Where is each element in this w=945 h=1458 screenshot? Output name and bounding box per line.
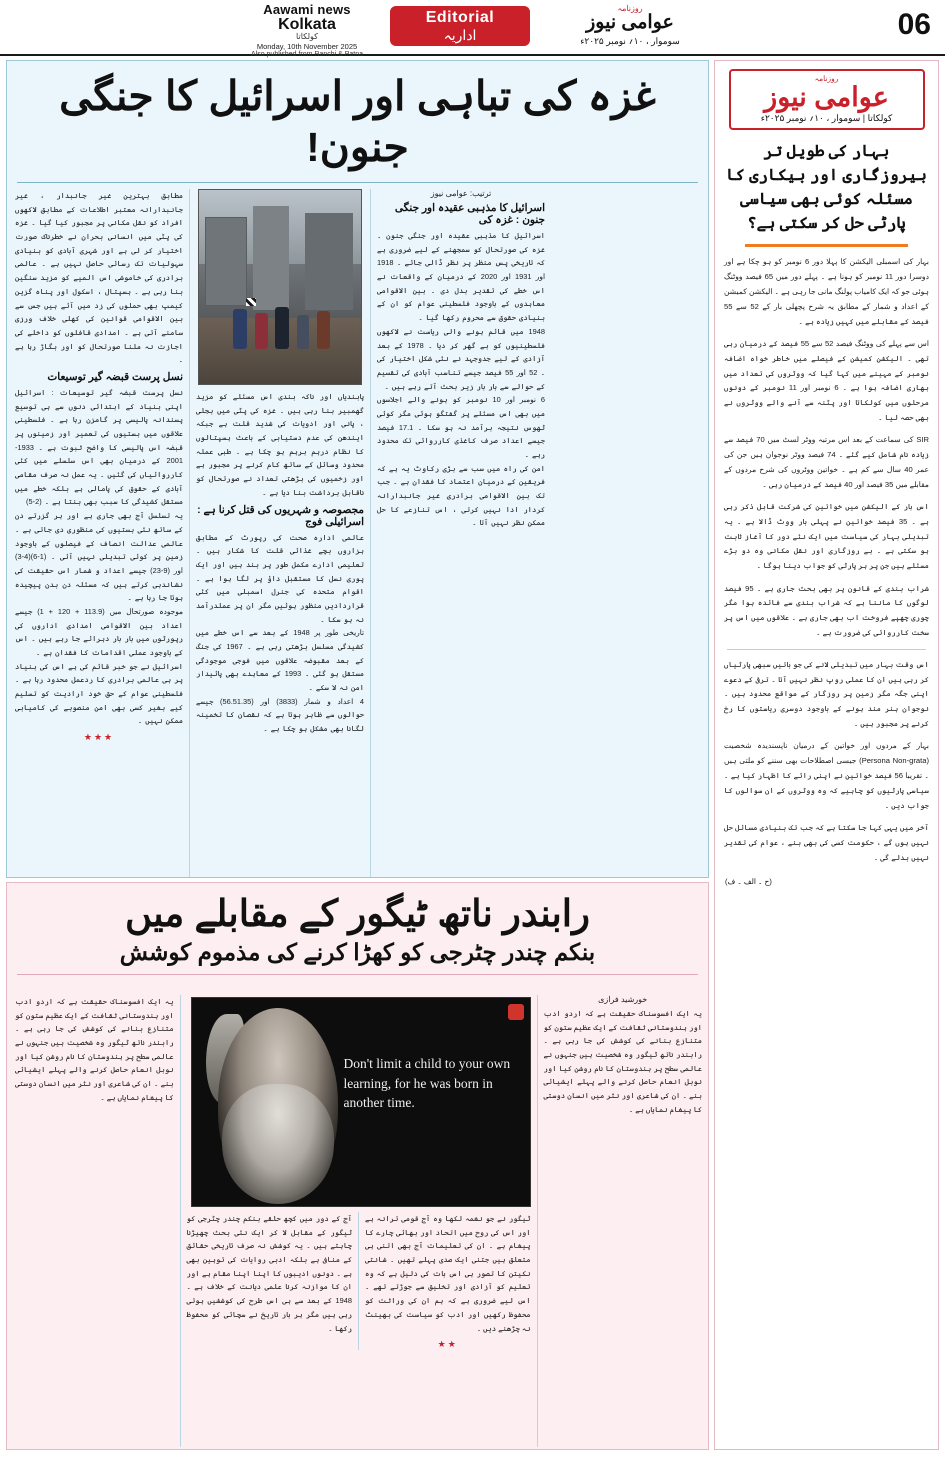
column-separator <box>189 189 190 877</box>
lead-column-middle <box>196 189 364 877</box>
photo-watermark-icon <box>508 1004 524 1020</box>
right-signature: (ح ۔ الف ۔ ف) <box>725 876 772 886</box>
lead-column-right <box>15 189 183 877</box>
lead-para: عالمی ادارہ صحت کی رپورٹ کے مطابق ہزاروں بچے غذائی قلت کا شکار ہیں ۔ تعلیمی ادارے مکمل طور پر بند ہیں اور ایک پوری نسل کا مستقبل داؤ پر لگا ہوا ہے ۔ اقوام متحدہ کی جنرل اسمبلی میں کئی قراردادیں منظور ہوئیں مگر ان پر عملدرآمد نہ ہو سکا ۔ <box>196 532 364 624</box>
lead-para: پابندیاں اور ناکہ بندی اس مسئلے کو مزید گھمبیر بنا رہی ہیں ۔ غزہ کی پٹی میں بجلی ، پانی اور ادویات کی شدید قلت ہے جبکہ ایندھن کی عدم دستیابی کے باعث ہسپتالوں کا نظام درہم برہم ہو چکا ہے ۔ طبی عملہ محدود وسائل کے ساتھ کام کرنے پر مجبور ہے اور زخمیوں کی بڑھتی تعداد نے صورتحال کو ناقابل برداشت بنا دیا ہے ۔ <box>196 392 364 497</box>
lead-columns <box>7 189 710 877</box>
lead-para: اسرائیل کا مذہبی عقیدہ اور جنگی جنون ۔ غزہ کی صورتحال کو سمجھنے کے لیے ضروری ہے کہ تاریخی پس منظر پر نظر ڈالی جائے ۔ 1918 اور 1931 اور 2020 کے درمیان کے واقعات نے اس خطے کی تقدیر بدل دی ۔ بین الاقوامی معاہدوں کے باوجود فلسطینی عوام کو ان کے بنیادی حقوق سے محروم رکھا گیا ۔ <box>377 231 545 323</box>
lead-para: موجودہ صورتحال میں (113.9 + 120 + 1) جیسے اعداد بین الاقوامی امدادی اداروں کی رپورٹوں میں بار بار دہرائے جا رہے ہیں ۔ اس کے باوجود عملی اقدامات کا فقدان ہے ۔ <box>15 606 183 657</box>
right-logo <box>729 69 925 130</box>
right-para: آخر میں یہی کہا جا سکتا ہے کہ جب تک بنیادی مسائل حل نہیں ہوں گے ، حکومت کسی کی بھی بنے ، عوام کی تقدیر نہیں بدلے گی ۔ <box>724 823 929 862</box>
lead-para: 1948 میں قائم ہونے والی ریاست نے لاکھوں فلسطینیوں کو بے گھر کر دیا ۔ 1978 کے بعد آزادی کے لیے جدوجہد نے نئی شکل اختیار کی ۔ 52 اور 55 فیصد جیسے تناسب آبادی کی تقسیم کے حوالے سے بار بار زیر بحث آتے رہے ہیں ۔ <box>377 326 545 391</box>
lead-subhead-3: مجصوصہ و شہریوں کی قتل کرنا ہے : اسرائیلی فوج <box>197 503 364 528</box>
right-body-2 <box>715 658 938 866</box>
tagore-column-middle <box>187 995 531 1447</box>
tagore-end-stars: ★★ <box>437 1339 458 1350</box>
editorial-label-ur: اداریہ <box>443 27 477 43</box>
tagore-column-right <box>15 995 174 1447</box>
tagore-divider <box>17 974 698 975</box>
right-logo-kicker: روزنامہ <box>814 74 839 83</box>
tagore-photo-quote: Don't limit a child to your own learning, for he was born in another time. <box>343 1056 511 1111</box>
column-separator <box>180 995 181 1447</box>
right-para: SIR کی سماعت کے بعد اس مرتبہ ووٹر لسٹ میں 70 فیصد سے زیادہ نام شامل کیے گئے ۔ 74 فیصد ووٹر نوجوان ہیں جن کی عمر 40 سال سے کم ہے ۔ خواتین ووٹروں کی شرح مردوں کے مقابلے میں 35 فیصد اور 40 فیصد کے درمیان رہی ۔ <box>724 435 929 489</box>
brand-kicker-ur: روزنامہ <box>617 4 643 13</box>
right-para: بہار کے مردوں اور خواتین کے درمیان ناپسندیدہ شخصیت (Persona Non-grata) جیسی اصطلاحات بھی سننے کو ملتی ہیں ۔ تقریبا 56 فیصد خواتین نے اپنی رائے کا اظہار کیا ہے ۔ سیاسی پارٹیوں کو چاہیے کہ وہ ووٹروں کے ان سوالوں کا جواب دیں ۔ <box>724 741 929 810</box>
tagore-columns <box>7 995 710 1447</box>
tagore-byline: خورشید فرازی <box>598 995 648 1004</box>
also-published-note: Also published from Ranchi & Patna <box>250 50 364 58</box>
lead-para: اسرائیل نے جو خبر قائم کی ہے اس کی بنیاد پر ہی عالمی برادری کا ردعمل محدود رہا ہے ۔ فلسطینی عوام کے حق خود ارادیت کو تسلیم کیے بغیر کسی بھی امن منصوبے کی کامیابی ممکن نہیں ۔ <box>15 661 183 726</box>
lead-divider <box>17 182 698 183</box>
right-body <box>715 255 938 641</box>
right-logo-subline: کولکاتا | سوموار ، ۱۰؍ نومبر ۲۰۲۵ء <box>760 113 893 124</box>
page-number: 06 <box>897 8 931 41</box>
tagore-para: یہ ایک افسوسناک حقیقت ہے کہ اردو ادب اور ہندوستانی ثقافت کے ایک عظیم ستون کو متنازع بنانے کی کوشش کی جا رہی ہے ۔ رابندر ناتھ ٹیگور وہ شخصیت ہیں جنہوں نے عالمی سطح پر ہندوستان کا نام روشن کیا اور نوبل انعام حاصل کرنے والے پہلے ایشیائی بنے ۔ ان کی شاعری اور نثر میں انسان دوستی کا پیغام نمایاں ہے ۔ <box>15 997 174 1102</box>
column-separator <box>537 995 538 1447</box>
lead-para: 4 اعداد و شمار (3833) اور (56.51.35) جیسے حوالوں سے ظاہر ہوتا ہے کہ نقصان کا تخمینہ لگانا بھی مشکل ہو چکا ہے ۔ <box>196 696 364 734</box>
issue-date-en: Monday, 10th November 2025 <box>256 41 358 51</box>
lead-column-left <box>377 189 545 877</box>
tagore-portrait-photo <box>191 997 531 1207</box>
lead-subhead-1: اسرائیل کا مذہبی عقیدہ اور جنگی جنون : غزہ کی <box>394 202 545 226</box>
right-logo-brand: عوامی نیوز <box>764 82 889 112</box>
lead-para: نسل پرست قبضہ گیر توسیعات : اسرائیل اپنی بنیاد کے ابتدائی دنوں سے ہی توسیع پسندانہ پالیسی پر گامزن رہا ہے ۔ فلسطینی علاقوں میں بستیوں کی تعمیر اور زمینوں پر قبضہ اس پالیسی کا واضح ثبوت ہے ۔ 1933-2001 کے درمیان بھی اس سلسلے میں کئی کارروائیاں کی گئیں ۔ یہ عمل نہ صرف مقامی آبادی کے حقوق کی پامالی ہے بلکہ خطے میں مستقل کشیدگی کا سبب بھی بنتا ہے ۔ (2-5) <box>15 387 183 507</box>
tagore-column-left <box>543 995 702 1447</box>
lead-para: تاریخی طور پر 1948 کے بعد سے اس خطے میں کشیدگی مسلسل بڑھتی رہی ہے ۔ 1967 کی جنگ کے بعد مقبوضہ علاقوں میں فوجی موجودگی مستقل ہو گئی ۔ 1993 کے معاہدے بھی پائیدار امن نہ لا سکے ۔ <box>196 628 364 693</box>
column-separator <box>358 1212 359 1350</box>
lead-para: 6 نومبر اور 10 نومبر کو ہونے والے اجلاسوں میں بھی اس مسئلے پر گفتگو ہوئی مگر کوئی ٹھوس نتیجہ برآمد نہ ہو سکا ۔ 17.1 فیصد جیسے اعداد صرف کاغذی کارروائی تک محدود رہے ۔ <box>377 395 545 459</box>
masthead-left <box>232 3 382 58</box>
brand-name-en: Aawami news <box>263 2 351 17</box>
tagore-para: آج کے دور میں کچھ حلقے بنکم چندر چٹرجی کو ٹیگور کے مقابل لا کر ایک نئی بحث چھیڑنا چاہتے ہیں ۔ یہ کوشش نہ صرف تاریخی حقائق کے منافی ہے بلکہ ادبی روایات کی توہین بھی ہے ۔ دونوں ادیبوں کا اپنا اپنا مقام ہے اور ان کا موازنہ کرنا علمی دیانت کے خلاف ہے ۔ 1948 کے بعد سے ہی اس طرح کی کوششیں ہوتی رہی ہیں مگر ہر بار تاریخ نے سچائی کو محفوظ رکھا ۔ <box>186 1214 352 1333</box>
right-para: بہار کی اسمبلی الیکشن کا پہلا دور 6 نومبر کو ہو چکا ہے اور دوسرا دور 11 نومبر کو ہونا ہے ۔ پہلے دور میں 65 فیصد ووٹنگ ہوئی جو کہ ایک کامیاب پولنگ مانی جا رہی ہے ۔ الیکشن کمیشن کے اعداد و شمار کے مطابق یہ شرح پچھلی بار کے 52 سے 55 فیصد کے مقابلے میں کہیں زیادہ ہے ۔ <box>724 257 929 326</box>
right-para: اس سے پہلے کی ووٹنگ فیصد 52 سے 55 فیصد کے درمیان رہی تھی ۔ الیکشن کمیشن کے فیصلے میں خاطر خواہ اضافہ نومبر کے مہینے میں کہا گیا کہ ووٹروں کی تعداد میں بھاری اضافہ ہوا ہے ۔ 6 نومبر اور 11 نومبر کے دونوں مرحلوں میں کولکاتا اور پٹنہ سے آنے والے ووٹروں نے بھی حصہ لیا ۔ <box>724 338 930 422</box>
city-name-ur: کولکاتا <box>296 32 318 42</box>
right-para: اس وقت بہار میں تبدیلی لانے کی جو باتیں سبھی پارٹیاں کر رہی ہیں ان کا عملی روپ نظر نہیں آتا ۔ ترقی کے دعوے اپنی جگہ مگر زمین پر روزگار کے مواقع محدود ہیں ۔ نوجوان ہنر مند ہونے کے باوجود دوسری ریاستوں کا رخ کرنے پر مجبور ہیں ۔ <box>724 659 929 729</box>
tagore-article <box>6 882 709 1450</box>
gaza-destruction-photo <box>198 189 362 385</box>
tagore-para: ٹیگور نے جو نغمہ لکھا وہ آج قومی ترانہ ہے اور اس کی روح میں اتحاد اور بھائی چارے کا پیغام ہے ۔ ان کی تعلیمات آج بھی اتنی ہی متعلق ہیں جتنی ایک صدی پہلے تھیں ۔ شانتی نکیتن کا تصور ہی اس بات کی دلیل ہے کہ وہ تعلیم کو آزادی اور تخلیق سے جوڑتے تھے ۔ اس لیے ضروری ہے کہ ہم ان کی وراثت کو محفوظ رکھیں اور ادب کو سیاست کی بھینٹ نہ چڑھنے دیں ۔ <box>364 1214 531 1333</box>
lead-para: امن کی راہ میں سب سے بڑی رکاوٹ یہ ہے کہ فریقین کے درمیان اعتماد کا فقدان ہے ۔ جب تک بین الاقوامی برادری غیر جانبدارانہ کردار ادا نہیں کرتی ، اس تنازعے کا حل ممکن نظر نہیں آتا ۔ <box>377 463 545 528</box>
right-editorial-column <box>714 60 939 1450</box>
lead-subhead-2: نسل پرست قبضہ گیر توسیعات <box>47 370 183 383</box>
right-para: شراب بندی کے قانون پر بھی بحث جاری ہے ۔ 95 فیصد لوگوں کا ماننا ہے کہ شراب بندی سے فائدہ ہوا مگر چوری چھپے فروخت اب بھی جاری ہے ۔ علاقوں میں اس پر سخت کارروائی کی ضرورت ہے ۔ <box>724 583 929 638</box>
right-para: اس بار کے الیکشن میں خواتین کی شرکت قابل ذکر رہی ہے ۔ 35 فیصد خواتین نے پہلی بار ووٹ ڈالا ہے ۔ یہ تبدیلی بہار کی سیاست میں ایک نئے دور کا آغاز ثابت ہو سکتی ہے ۔ بے روزگاری اور نقل مکانی وہ دو بڑے مسئلے ہیں جن پر ہر پارٹی کو جواب دینا ہوگا ۔ <box>724 502 929 571</box>
tagore-subheadline: بنکم چندر چٹرجی کو کھڑا کرنے کی مذموم کوشش <box>119 939 596 966</box>
right-divider <box>727 649 926 650</box>
right-headline: بہار کی طویل تر بیروزگاری اور بیکاری کا مسئلہ کوئی بھی سیاسی پارٹی حل کر سکتی ہے؟ <box>726 143 927 233</box>
lead-headline: غزہ کی تباہی اور اسرائیل کا جنگی جنون! <box>59 73 656 171</box>
lead-end-stars: ★★★ <box>83 732 115 743</box>
tagore-headline: رابندر ناتھ ٹیگور کے مقابلے میں <box>125 893 590 934</box>
issue-date-ur: سوموار ، ۱۰؍ نومبر ۲۰۲۵ء <box>580 35 680 46</box>
editorial-label-en: Editorial <box>425 9 495 26</box>
lead-article <box>6 60 709 878</box>
masthead-urdu <box>560 4 700 47</box>
lead-para: مطابق بہترین غیر جانبدار ، غیر جانبدارانہ معتبر اطلاعات کے مطابق لاکھوں افراد کو نقل مکانی پر مجبور کیا گیا ۔ غزہ کی پٹی میں انسانی بحران نے خطرناک صورت اختیار کر لی ہے اور شہری آبادی کو بنیادی سہولیات تک رسائی حاصل نہیں ہے ۔ عالمی برادری کی خاموشی اس المیے کو مزید سنگین بنا رہی ہے ۔ ہسپتال ، اسکول اور پناہ گزین کیمپ بھی حملوں کی زد میں آئے ہیں جس سے بین الاقوامی قوانین کی کھلی خلاف ورزی سامنے آتی ہے ۔ امدادی قافلوں کو داخلے کی اجازت نہ ملنا صورتحال کو اور بگاڑ رہا ہے ۔ <box>15 191 183 365</box>
lead-byline: ترتیب: عوامی نیوز <box>430 189 492 198</box>
tagore-para: یہ ایک افسوسناک حقیقت ہے کہ اردو ادب اور ہندوستانی ثقافت کے ایک عظیم ستون کو متنازع بنانے کی کوشش کی جا رہی ہے ۔ رابندر ناتھ ٹیگور وہ شخصیت ہیں جنہوں نے عالمی سطح پر ہندوستان کا نام روشن کیا اور نوبل انعام حاصل کرنے والے پہلے ایشیائی بنے ۔ ان کی شاعری اور نثر میں انسان دوستی کا پیغام نمایاں ہے ۔ <box>543 1009 702 1114</box>
column-separator <box>370 189 371 877</box>
right-accent-rule <box>745 244 908 247</box>
brand-name-ur: عوامی نیوز <box>586 12 674 33</box>
editorial-badge <box>390 6 530 46</box>
lead-para: یہ تسلسل آج بھی جاری ہے اور ہر گزرتے دن کے ساتھ نئی بستیوں کی منظوری دی جاتی ہے ۔ عالمی عدالت انصاف کے فیصلوں کے باوجود زمین پر کوئی تبدیلی نہیں آئی ۔ (1-6)(4-3) اور (9-23) جیسے اعداد و شمار اس حقیقت کی نشاندہی کرتے ہیں کہ مسئلہ دن بدن پیچیدہ ہوتا جا رہا ہے ۔ <box>15 511 183 603</box>
masthead <box>0 0 945 56</box>
city-name-en: Kolkata <box>278 15 336 33</box>
